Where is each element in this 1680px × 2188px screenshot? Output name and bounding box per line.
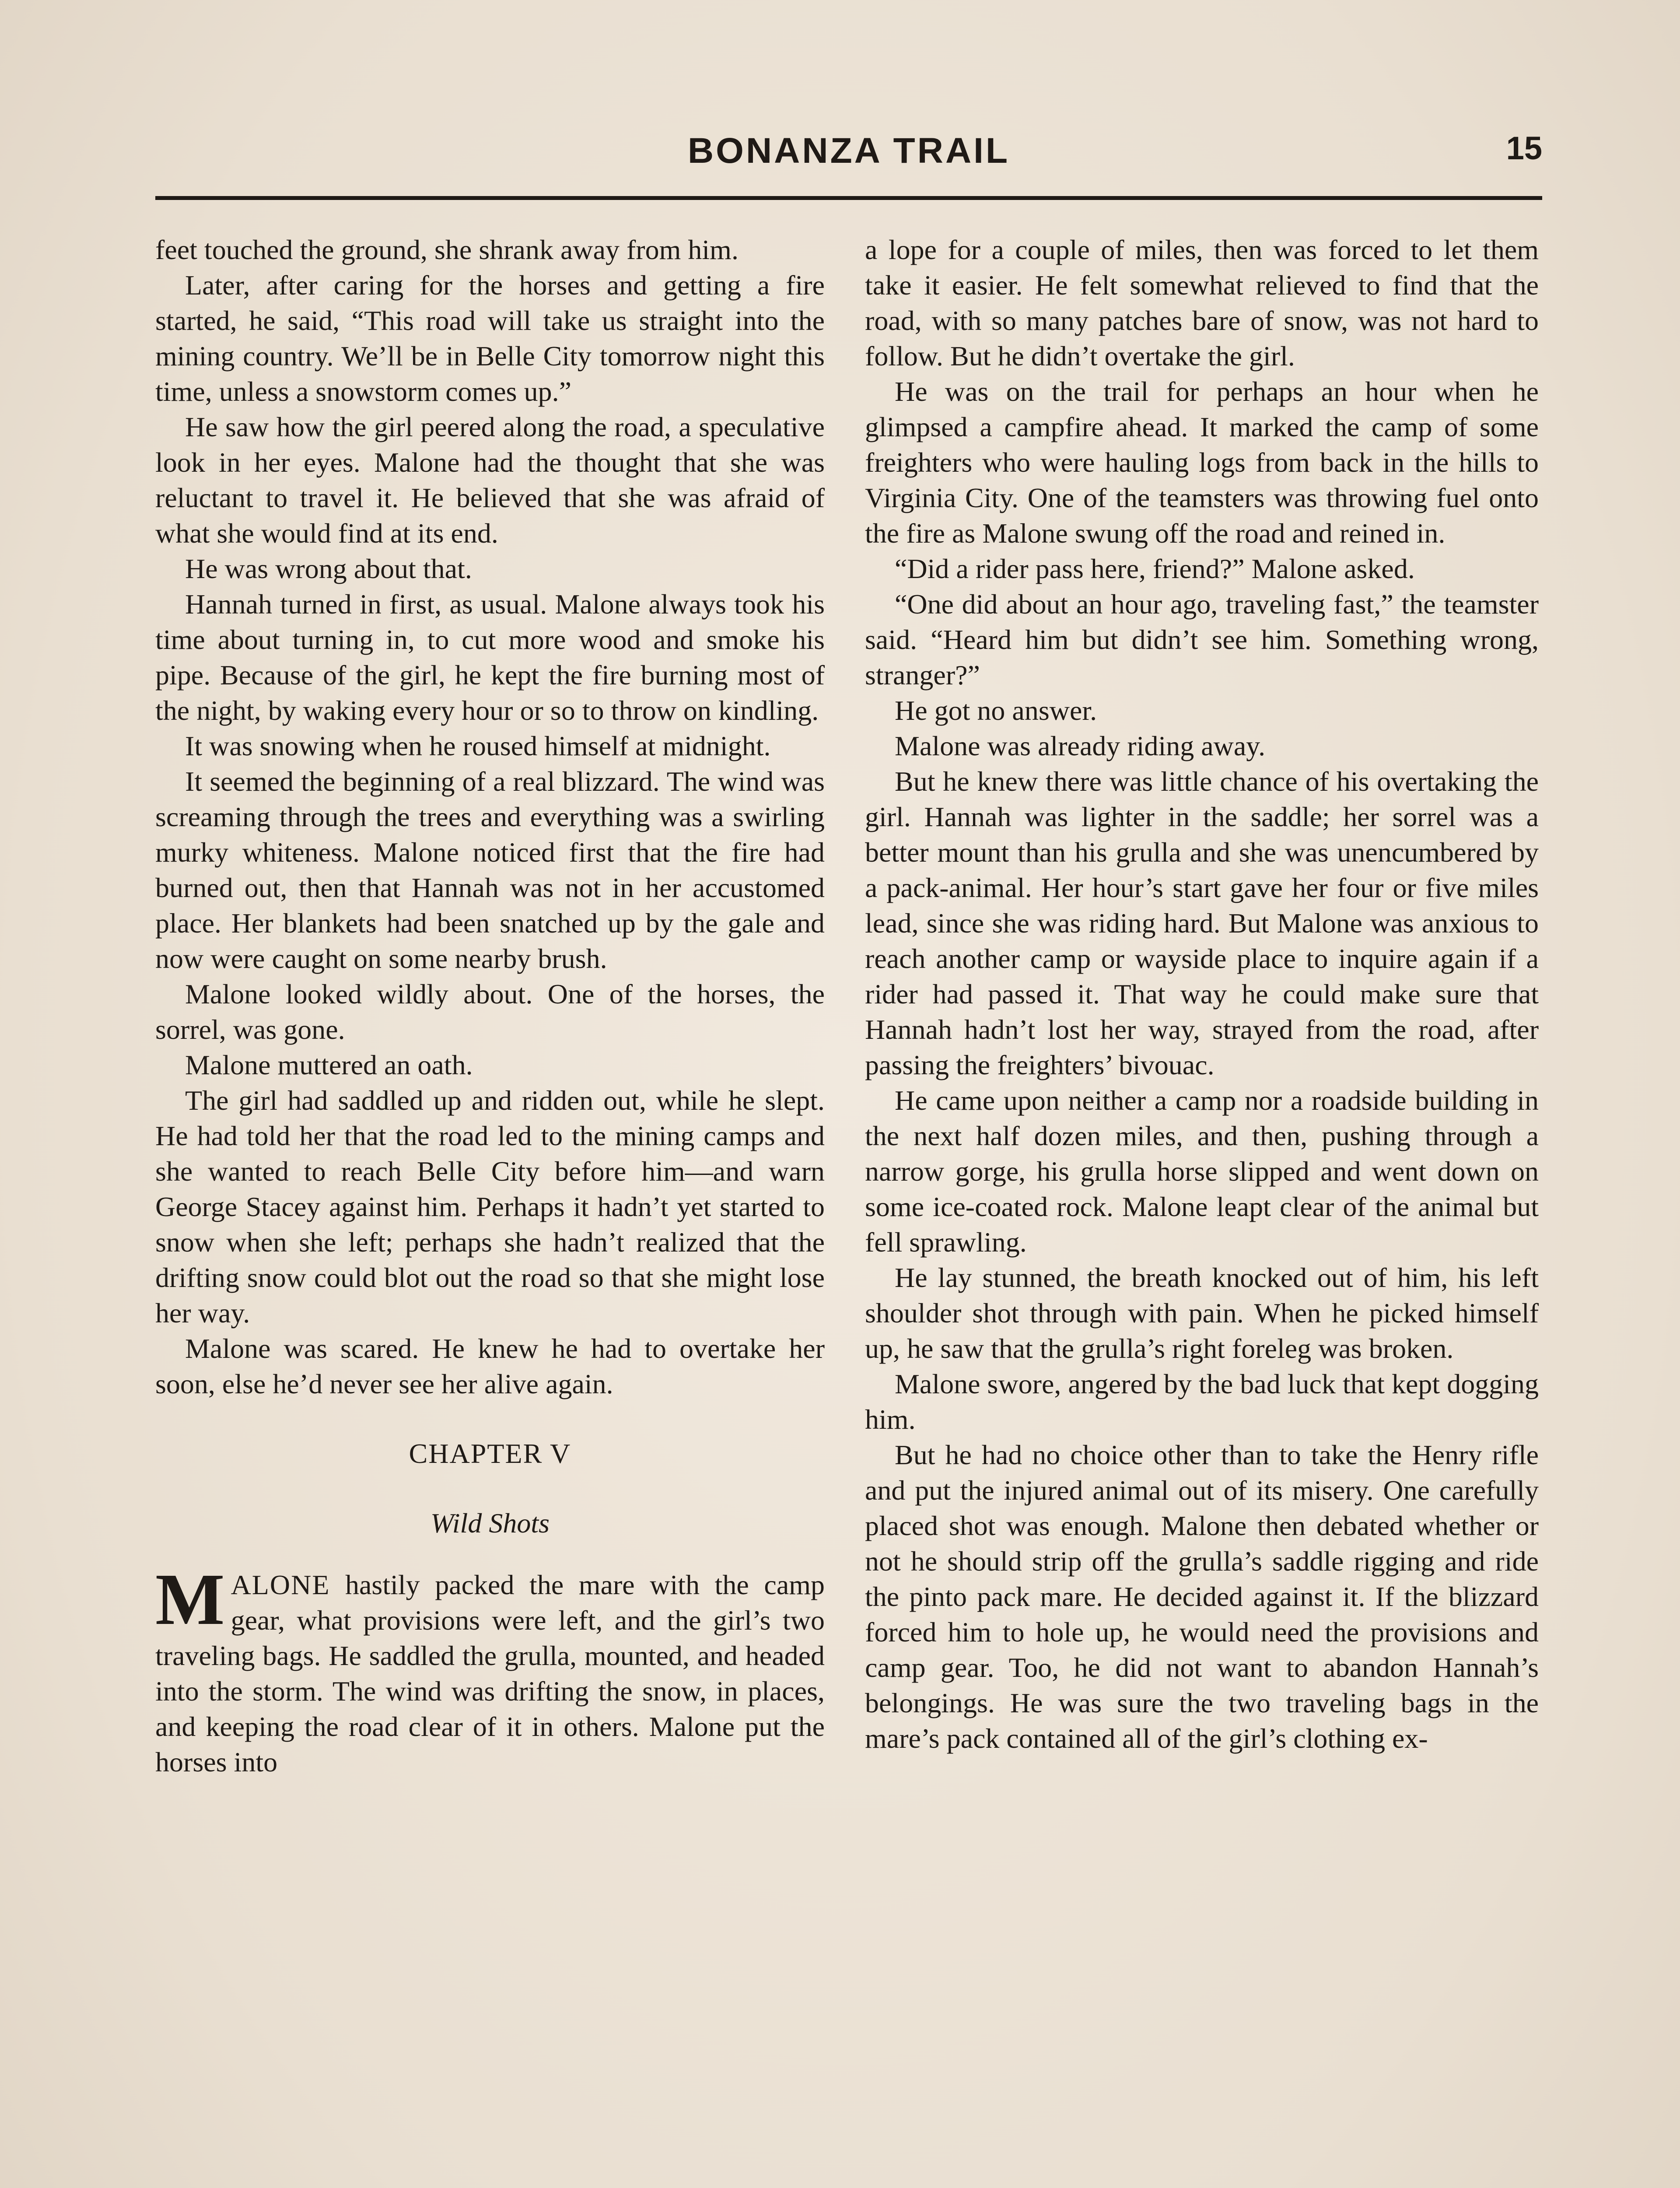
paragraph: He saw how the girl peered along the road, a speculative look in her eyes. Malone had the thought that she was reluctant to travel it. He believed that she was afraid of what she would find at its end.	[155, 411, 825, 549]
paragraph: But he knew there was little chance of his overtaking the girl. Hannah was lighter in the saddle; her sorrel was a better mount than his grulla and she was unencumbered by a pack-animal. Her hour’s start gave her four or five miles lead, since she was riding hard. But Malone was anxious to reach another camp or wayside place to inquire again if a rider had passed it. That way he could make sure that Hannah hadn’t lost her way, strayed from the road, after passing the freighters’ bivouac.	[865, 766, 1539, 1080]
paragraph: It seemed the beginning of a real blizzard. The wind was screaming through the trees and everything was a swirling murky whiteness. Malone noticed first that the fire had burned out, then that Hannah was not in her accustomed place. Her blankets had been snatched up by the gale and now were caught on some nearby brush.	[155, 766, 825, 974]
running-title: BONANZA TRAIL	[687, 131, 1010, 171]
chapter-subtitle: Wild Shots	[430, 1508, 550, 1539]
chapter-heading: CHAPTER V	[409, 1438, 571, 1469]
paragraph: Malone was scared. He knew he had to overtake her soon, else he’d never see her alive again.	[155, 1333, 825, 1399]
running-header	[155, 127, 1542, 179]
drop-cap: M	[155, 1559, 225, 1640]
left-column	[155, 232, 825, 1780]
paragraph: Malone muttered an oath.	[185, 1049, 473, 1080]
paragraph: He lay stunned, the breath knocked out of him, his left shoulder shot through with pain. When he picked himself up, he saw that the grulla’s right foreleg was broken.	[865, 1262, 1539, 1364]
paragraph: He was wrong about that.	[185, 553, 472, 584]
paragraph: feet touched the ground, she shrank away from him.	[155, 234, 738, 265]
page-number: 15	[1506, 130, 1542, 166]
paragraph: a lope for a couple of miles, then was forced to let them take it easier. He felt somewhat relieved to find that the road, with so many patches bare of snow, was not hard to follow. But he didn’t overtake the girl.	[865, 234, 1539, 372]
paragraph: “One did about an hour ago, traveling fast,” the teamster said. “Heard him but didn’t see him. Something wrong, stranger?”	[865, 589, 1539, 691]
paragraph: He came upon neither a camp nor a roadside building in the next half dozen miles, and then, pushing through a narrow gorge, his grulla horse slipped and went down on some ice-coated rock. Malone leapt clear of the animal but fell sprawling.	[865, 1085, 1539, 1258]
paragraph: Malone looked wildly about. One of the horses, the sorrel, was gone.	[155, 978, 825, 1045]
paragraph: Later, after caring for the horses and getting a fire started, he said, “This road will take us straight into the mining country. We’ll be in Belle City tomorrow night this time, unless a snowstorm comes up.”	[155, 270, 825, 407]
paragraph: Malone was already riding away.	[895, 730, 1266, 761]
paragraph: But he had no choice other than to take the Henry rifle and put the injured animal out of its misery. One carefully placed shot was enough. Malone then debated whether or not he should strip off the grulla’s saddle rigging and ride the pinto pack mare. He decided against it. If the blizzard forced him to hole up, he would need the provisions and camp gear. Too, he did not want to abandon Hannah’s belongings. He was sure the two traveling bags in the mare’s pack contained all of the girl’s clothing ex-	[865, 1439, 1539, 1754]
paragraph: Malone swore, angered by the bad luck that kept dogging him.	[865, 1368, 1539, 1435]
chapter-opening-paragraph	[155, 1559, 825, 1780]
paragraph: Hannah turned in first, as usual. Malone always took his time about turning in, to cut more wood and smoke his pipe. Because of the girl, he kept the fire burning most of the night, by waking every hour or so to throw on kindling.	[155, 589, 825, 726]
paragraph: He was on the trail for perhaps an hour when he glimpsed a campfire ahead. It marked the camp of some freighters who were hauling logs from back in the hills to Virginia City. One of the teamsters was throwing fuel onto the fire as Malone swung off the road and reined in.	[865, 376, 1539, 549]
paragraph: The girl had saddled up and ridden out, while he slept. He had told her that the road led to the mining camps and she wanted to reach Belle City before him—and warn George Stacey against him. Perhaps it hadn’t yet started to snow when she left; perhaps she hadn’t realized that the drifting snow could blot out the road so that she might lose her way.	[155, 1085, 825, 1329]
paragraph: He got no answer.	[895, 695, 1097, 726]
paragraph: It was snowing when he roused himself at midnight.	[185, 730, 771, 761]
opening-word-rest: ALONE	[231, 1569, 330, 1600]
chapter-opening-text: hastily packed the mare with the camp gear, what provisions were left, and the girl’s two traveling bags. He saddled the grulla, mounted, and headed into the storm. The wind was drifting the snow, in places, and keeping the road clear of it in others. Malone put the horses into	[155, 1569, 825, 1778]
header-rule	[155, 196, 1542, 200]
paragraph: “Did a rider pass here, friend?” Malone asked.	[895, 553, 1415, 584]
right-column	[865, 232, 1539, 1756]
